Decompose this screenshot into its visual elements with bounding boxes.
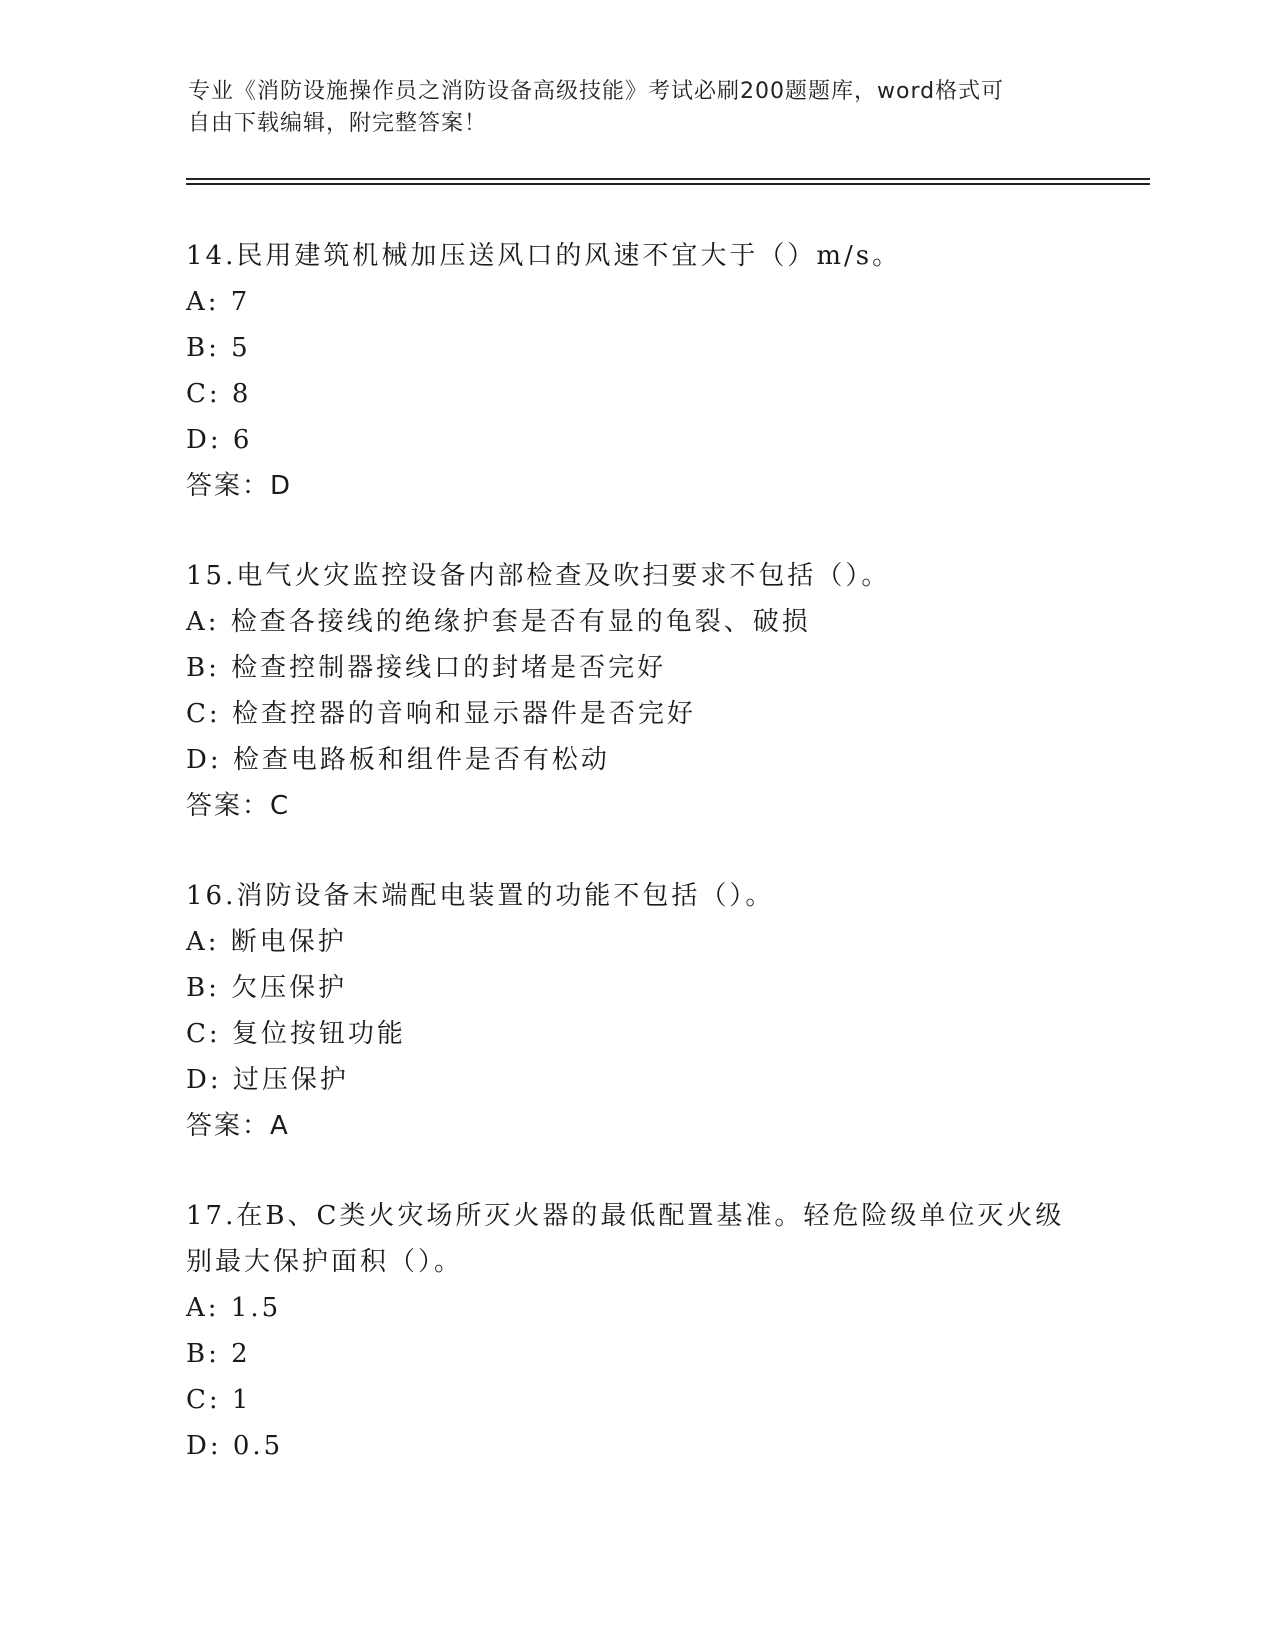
question-14 bbox=[186, 233, 1086, 509]
option-b: B: 5 bbox=[186, 333, 251, 363]
header-divider-top bbox=[186, 178, 1150, 180]
option-c: C: 8 bbox=[186, 379, 252, 409]
option-a: A: 1.5 bbox=[186, 1293, 282, 1323]
option-b: B: 2 bbox=[186, 1339, 251, 1369]
option-b: B: 检查控制器接线口的封堵是否完好 bbox=[186, 653, 667, 683]
question-16 bbox=[186, 873, 1086, 1149]
option-c: C: 复位按钮功能 bbox=[186, 1019, 406, 1049]
header-title-line1: 专业《消防设施操作员之消防设备高级技能》考试必刷200题题库，word格式可 bbox=[188, 79, 1005, 104]
answer-line: 答案：D bbox=[186, 471, 293, 501]
question-stem-line2: 别最大保护面积（）。 bbox=[186, 1247, 464, 1277]
option-d: D: 过压保护 bbox=[186, 1065, 349, 1095]
header-title-line2: 自由下载编辑，附完整答案！ bbox=[188, 111, 488, 136]
option-c: C: 检查控器的音响和显示器件是否完好 bbox=[186, 699, 696, 729]
header-divider-bottom bbox=[186, 183, 1150, 185]
option-d: D: 0.5 bbox=[186, 1431, 284, 1461]
question-stem: 15.电气火灾监控设备内部检查及吹扫要求不包括（）。 bbox=[186, 561, 891, 591]
question-17 bbox=[186, 1193, 1086, 1469]
option-c: C: 1 bbox=[186, 1385, 252, 1415]
option-b: B: 欠压保护 bbox=[186, 973, 348, 1003]
answer-line: 答案：C bbox=[186, 791, 291, 821]
question-15 bbox=[186, 553, 1086, 829]
question-stem: 16.消防设备末端配电装置的功能不包括（）。 bbox=[186, 881, 775, 911]
option-a: A: 断电保护 bbox=[186, 927, 347, 957]
answer-line: 答案：A bbox=[186, 1111, 290, 1141]
option-d: D: 检查电路板和组件是否有松动 bbox=[186, 745, 610, 775]
question-stem: 14.民用建筑机械加压送风口的风速不宜大于（）m/s。 bbox=[186, 241, 902, 271]
document-header bbox=[188, 76, 1088, 140]
option-a: A: 7 bbox=[186, 287, 251, 317]
option-a: A: 检查各接线的绝缘护套是否有显的龟裂、破损 bbox=[186, 607, 811, 637]
option-d: D: 6 bbox=[186, 425, 253, 455]
question-stem-line1: 17.在B、C类火灾场所灭火器的最低配置基准。轻危险级单位灭火级 bbox=[186, 1201, 1065, 1231]
